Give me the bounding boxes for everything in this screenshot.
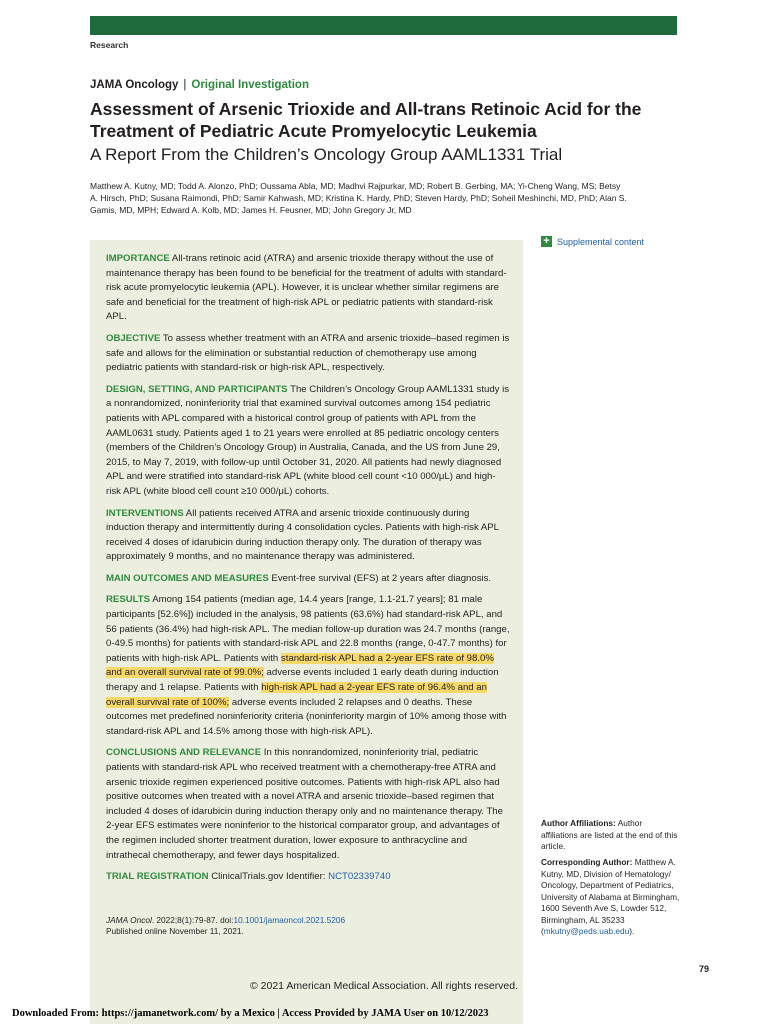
citation-journal: JAMA Oncol [106, 915, 152, 925]
abstract-design [106, 383, 510, 500]
journal-line [90, 79, 309, 91]
affiliations-heading: Author Affiliations: [541, 818, 616, 828]
abstract-heading: TRIAL REGISTRATION [106, 871, 209, 883]
abstract-importance [106, 252, 510, 325]
highlighted-text: high-risk APL had a 2-year EFS rate of 96.4% and an overall survival rate of 100%; [106, 682, 487, 708]
abstract-text: Among 154 patients (median age, 14.4 years [range, 1.1-21.7 years]; 81 male participants [52.6%]) included in the analysis, 98 patients (63.6%) had standard-risk APL, and 56 patients (36.4%) had high-risk APL. The median follow-up duration was 24.7 months (range, 0-49.5 months) for patients with standard-risk APL and 22.8 months (range, 0-47.7 months) for patients with high-risk APL. Patients with [106, 594, 510, 664]
author-affiliations [541, 818, 681, 853]
article-type: Original Investigation [191, 79, 309, 91]
citation [106, 915, 506, 937]
abstract-registration [106, 870, 510, 885]
abstract-text: In this nonrandomized, noninferiority trial, pediatric patients with standard-risk APL who received treatment with a chemotherapy-free ATRA and arsenic trioxide regimen experienced positive outcomes. Patients with high-risk APL also had positive outcomes when treated with a novel ATRA and arsenic trioxide–based regimen that included 4 doses of idarubicin during induction therapy only and no maintenance therapy. The 2-year EFS estimates were noninferior to the historical comparator group, and advantages of the regimen included shorter treatment duration, lower exposure to anthracycline and intrathecal chemotherapy, and fewer days hospitalized. [106, 747, 503, 861]
page-number: 79 [699, 964, 710, 974]
abstract-heading: OBJECTIVE [106, 332, 161, 344]
highlighted-text: standard-risk APL had a 2-year EFS rate of 98.0% and an overall survival rate of 99.0%; [106, 652, 494, 679]
email-link[interactable]: mkutny@peds.uab.edu [543, 926, 630, 936]
abstract-objective [106, 332, 510, 376]
journal-header-bar [90, 16, 677, 35]
abstract-panel [90, 240, 523, 1024]
trial-registration-link[interactable]: NCT02339740 [328, 871, 391, 883]
abstract-heading: MAIN OUTCOMES AND MEASURES [106, 572, 269, 584]
affiliations-text: Author affiliations are listed at the end of this article. [541, 818, 678, 851]
supplemental-label: Supplemental content [557, 236, 645, 247]
abstract-text: To assess whether treatment with an ATRA and arsenic trioxide–based regimen is safe and allows for the elimination or substantial reduction of chemotherapy use among pediatric patients with standard-risk or high-risk APL, respectively. [106, 332, 510, 374]
corresponding-text: Matthew A. Kutny, MD, Division of Hematology/ Oncology, Department of Pediatrics, University of Alabama at Birmingham, 1600 Seventh Ave S, Lowder 512, Birmingham, AL 35233 ( [541, 857, 680, 936]
abstract-conclusions [106, 746, 510, 863]
download-footer: Downloaded From: https://jamanetwork.com/ by a Mexico | Access Provided by JAMA User on 10/12/2023 [12, 1008, 489, 1019]
abstract-content [106, 252, 510, 892]
abstract-text: adverse events included 2 relapses and 0 deaths. These outcomes met predefined noninferiority criteria (noninferiority margin of 10% among those with standard-risk APL and 14.5% among those with high-risk APL). [106, 696, 507, 737]
published-date: Published online November 11, 2021. [106, 926, 244, 936]
abstract-heading: IMPORTANCE [106, 253, 170, 264]
author-list: Matthew A. Kutny, MD; Todd A. Alonzo, PhD; Oussama Abla, MD; Madhvi Rajpurkar, MD; Robert B. Gerbing, MA; Yi-Cheng Wang, MS; Betsy A. Hirsch, PhD; Susana Raimondi, PhD; Samir Kahwash, MD; Kristina K. Hardy, PhD; Steven Hardy, PhD; Soheil Meshinchi, MD, PhD; Alan S. Gamis, MD, MPH; Edward A. Kolb, MD; James H. Feusner, MD; John Gregory Jr, MD [90, 181, 627, 215]
abstract-text: All-trans retinoic acid (ATRA) and arsenic trioxide therapy without the use of maintenance therapy has been found to be beneficial for the treatment of adults with standard-risk acute promyelocytic leukemia (APL). However, it is unclear whether similar regimens are safe and beneficial for the treatment of high-risk APL or pediatric patients with standard-risk APL. [106, 253, 507, 323]
corresponding-heading: Corresponding Author: [541, 857, 633, 867]
abstract-heading: RESULTS [106, 594, 151, 606]
plus-icon: + [541, 236, 552, 247]
copyright: © 2021 American Medical Association. All rights reserved. [250, 980, 519, 992]
supplemental-content-link[interactable] [541, 236, 644, 247]
abstract-text: All patients received ATRA and arsenic trioxide continuously during induction therapy and intermittently during 4 consolidation cycles. Patients with high-risk APL received 4 doses of idarubicin during induction therapy only. The duration of therapy was approximately 9 months, and no maintenance therapy was administered. [106, 507, 499, 563]
abstract-outcomes [106, 572, 510, 587]
abstract-text: adverse events included 1 early death during induction therapy and 1 relapse. Patients with [106, 667, 499, 694]
journal-separator: | [183, 79, 187, 91]
journal-name: JAMA Oncology [90, 79, 179, 91]
abstract-heading: DESIGN, SETTING, AND PARTICIPANTS [106, 383, 288, 395]
abstract-text: ClinicalTrials.gov Identifier: [211, 871, 329, 883]
citation-ref: . 2022;8(1):79-87. doi: [151, 915, 234, 925]
article-title: Assessment of Arsenic Trioxide and All-trans Retinoic Acid for the Treatment of Pediatric Acute Promyelocytic Leukemia [90, 99, 642, 141]
abstract-text: The Children’s Oncology Group AAML1331 study is a nonrandomized, noninferiority trial that examined survival outcomes among 154 pediatric patients with APL compared with a historical control group of patients with APL from the AAML0631 study. Patients aged 1 to 21 years were enrolled at 85 pediatric oncology centers (members of the Children’s Oncology Group) in Australia, Canada, and the US from June 29, 2015, to May 7, 2019, with follow-up until October 31, 2020. All patients had newly diagnosed APL and were stratified into standard-risk APL (white blood cell count <10 000/μL) and high-risk APL (white blood cell count ≥10 000/μL) cohorts. [106, 383, 510, 497]
abstract-results [106, 593, 510, 739]
abstract-interventions [106, 507, 510, 565]
corresponding-close: ). [629, 926, 635, 936]
corresponding-author [541, 857, 681, 938]
abstract-heading: CONCLUSIONS AND RELEVANCE [106, 747, 262, 759]
section-label: Research [90, 40, 129, 50]
abstract-text: Event-free survival (EFS) at 2 years after diagnosis. [271, 572, 492, 584]
abstract-heading: INTERVENTIONS [106, 507, 184, 519]
doi-link[interactable]: 10.1001/jamaoncol.2021.5206 [233, 915, 346, 925]
article-subtitle: A Report From the Children’s Oncology Group AAML1331 Trial [90, 145, 563, 164]
